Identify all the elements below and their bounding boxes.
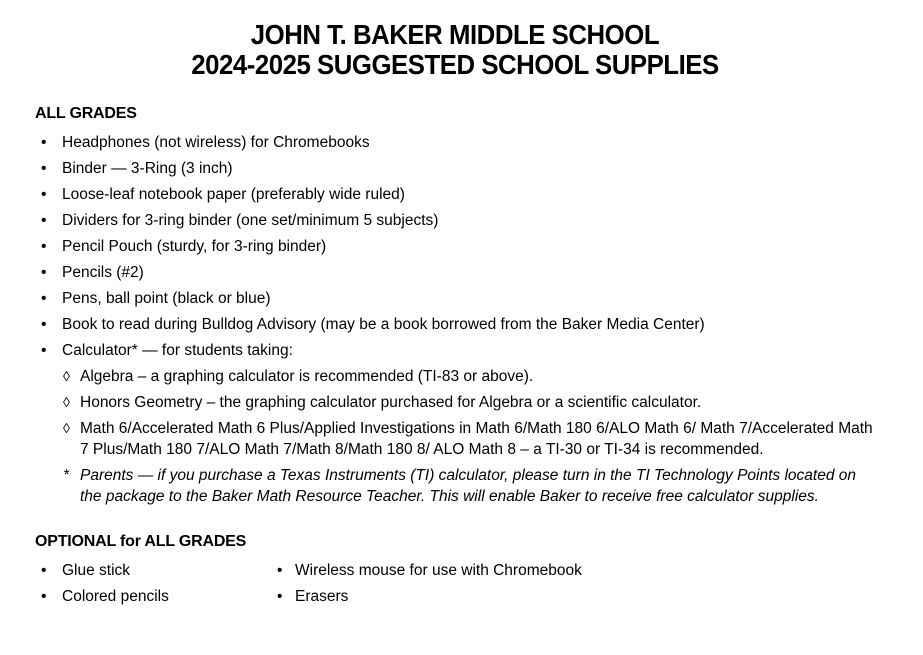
list-item-text: Pencils (#2)	[62, 264, 144, 281]
list-item-text: Calculator* — for students taking:	[62, 342, 293, 359]
optional-column-2	[277, 560, 875, 612]
bullet-marker: •	[41, 160, 47, 177]
bullet-marker: •	[277, 588, 283, 605]
optional-heading: OPTIONAL for ALL GRADES	[35, 533, 247, 550]
all-grades-section	[35, 104, 875, 507]
bullet-marker: •	[41, 134, 47, 151]
bullet-marker: •	[41, 342, 47, 359]
sub-list-item-text: Honors Geometry – the graphing calculator purchased for Algebra or a scientific calculator.	[80, 394, 702, 411]
bullet-marker: •	[41, 186, 47, 203]
bullet-marker: •	[41, 588, 47, 605]
bullet-marker: •	[41, 290, 47, 307]
title-line-2: 2024-2025 SUGGESTED SCHOOL SUPPLIES	[191, 49, 719, 80]
list-item-text: Erasers	[295, 588, 349, 605]
bullet-marker: •	[41, 264, 47, 281]
bullet-marker: •	[277, 562, 283, 579]
optional-columns	[35, 560, 875, 612]
list-item	[35, 262, 875, 283]
diamond-marker: ◊	[63, 420, 70, 436]
list-item	[35, 560, 277, 581]
list-item-text: Pens, ball point (black or blue)	[62, 290, 271, 307]
diamond-marker: ◊	[63, 368, 70, 384]
footnote-text: Parents — if you purchase a Texas Instruments (TI) calculator, please turn in the TI Technology Points located on the package to the Baker Math Resource Teacher. This will enable Baker to receive free calculator supplies.	[80, 467, 856, 505]
sub-list-item	[35, 366, 875, 387]
list-item	[277, 586, 875, 607]
sub-list-item-text: Math 6/Accelerated Math 6 Plus/Applied Investigations in Math 6/Math 180 6/ALO Math 6/ Math 7/Accelerated Math 7 Plus/Math 180 7/ALO Math 7/Math 8/Math 180 8/ ALO Math 8 – a TI-30 or TI-34 is recommended.	[80, 420, 873, 458]
list-item-text: Pencil Pouch (sturdy, for 3-ring binder)	[62, 238, 327, 255]
list-item-text: Book to read during Bulldog Advisory (may be a book borrowed from the Baker Media Center)	[62, 316, 705, 333]
bullet-marker: •	[41, 238, 47, 255]
sub-list-item-text: Algebra – a graphing calculator is recommended (TI-83 or above).	[80, 368, 534, 385]
title-line-1: JOHN T. BAKER MIDDLE SCHOOL	[250, 19, 660, 50]
all-grades-heading: ALL GRADES	[35, 105, 137, 122]
sub-list-item	[35, 418, 875, 460]
list-item-calculator	[35, 340, 875, 361]
list-item	[277, 560, 875, 581]
bullet-marker: •	[41, 212, 47, 229]
list-item	[35, 158, 875, 179]
bullet-marker: •	[41, 562, 47, 579]
list-item	[35, 314, 875, 335]
optional-column-1	[35, 560, 277, 612]
asterisk-marker: *	[63, 467, 70, 484]
list-item	[35, 210, 875, 231]
sub-list-item	[35, 392, 875, 413]
diamond-marker: ◊	[63, 394, 70, 410]
list-item-text: Dividers for 3-ring binder (one set/minimum 5 subjects)	[62, 212, 439, 229]
calculator-footnote	[35, 465, 875, 507]
bullet-marker: •	[41, 316, 47, 333]
list-item-text: Headphones (not wireless) for Chromebooks	[62, 134, 370, 151]
list-item-text: Colored pencils	[62, 588, 169, 605]
list-item	[35, 132, 875, 153]
optional-section	[35, 532, 875, 612]
list-item-text: Loose-leaf notebook paper (preferably wide ruled)	[62, 186, 405, 203]
list-item	[35, 586, 277, 607]
list-item-text: Binder — 3-Ring (3 inch)	[62, 160, 233, 177]
list-item	[35, 184, 875, 205]
list-item-text: Wireless mouse for use with Chromebook	[295, 562, 582, 579]
list-item	[35, 288, 875, 309]
document-title	[35, 20, 875, 80]
list-item-text: Glue stick	[62, 562, 131, 579]
list-item	[35, 236, 875, 257]
